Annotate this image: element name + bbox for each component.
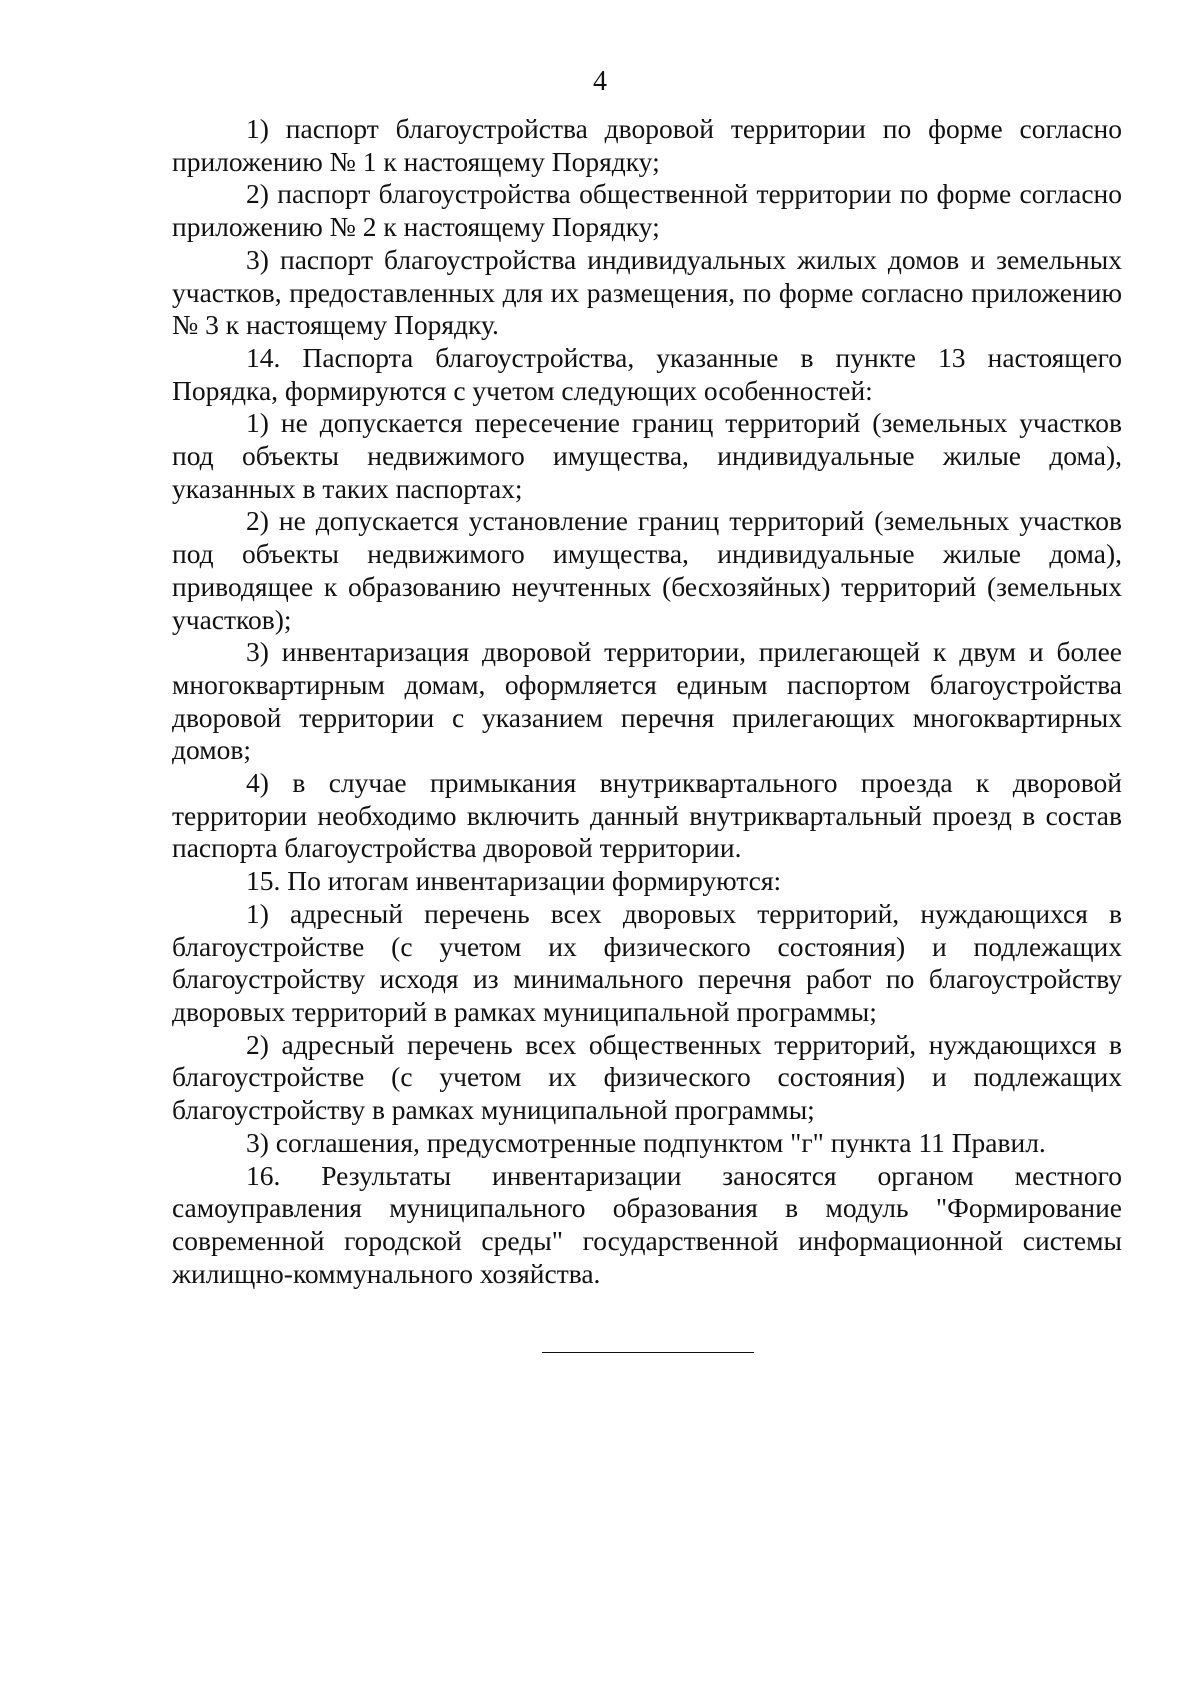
paragraph-item-13-1: 1) паспорт благоустройства дворовой территории по форме согласно приложению № 1 к настоящему Порядку; — [172, 113, 1122, 177]
paragraph-point-16: 16. Результаты инвентаризации заносятся органом местного самоуправления муниципального образования в модуль "Формирование современной городской среды" государственной информационной системы жилищно-коммунального хозяйства. — [172, 1159, 1122, 1289]
paragraph-point-15: 15. По итогам инвентаризации формируются: — [246, 865, 782, 897]
paragraph-item-15-1: 1) адресный перечень всех дворовых территорий, нуждающихся в благоустройстве (с учетом их физического состояния) и подлежащих благоустройству исходя из минимального перечня работ по благоустройству дворовых территорий в рамках муниципальной программы; — [172, 897, 1122, 1027]
paragraph-item-15-3: 3) соглашения, предусмотренные подпунктом "г" пункта 11 Правил. — [246, 1126, 1046, 1158]
paragraph-point-14: 14. Паспорта благоустройства, указанные в пункте 13 настоящего Порядка, формируются с учетом следующих особенностей: — [172, 341, 1122, 406]
paragraph-item-15-2: 2) адресный перечень всех общественных территорий, нуждающихся в благоустройстве (с учетом их физического состояния) и подлежащих благоустройству в рамках муниципальной программы; — [172, 1028, 1122, 1126]
paragraph-item-14-1: 1) не допускается пересечение границ территорий (земельных участков под объекты недвижимого имущества, индивидуальные жилые дома), указанных в таких паспортах; — [172, 407, 1122, 504]
paragraph-item-14-4: 4) в случае примыкания внутриквартального проезда к дворовой территории необходимо включить данный внутриквартальный проезд в состав паспорта благоустройства дворовой территории. — [172, 767, 1122, 864]
page-number: 4 — [593, 66, 607, 97]
end-divider-line — [542, 1352, 754, 1353]
paragraph-item-14-3: 3) инвентаризация дворовой территории, прилегающей к двум и более многоквартирным домам, оформляется единым паспортом благоустройства дворовой территории с указанием перечня прилегающих многоквартирных домов; — [172, 636, 1122, 766]
paragraph-item-14-2: 2) не допускается установление границ территорий (земельных участков под объекты недвижимого имущества, индивидуальные жилые дома), приводящее к образованию неучтенных (бесхозяйных) территорий (земельных участков); — [172, 505, 1122, 635]
paragraph-item-13-3: 3) паспорт благоустройства индивидуальных жилых домов и земельных участков, предоставленных для их размещения, по форме согласно приложению № 3 к настоящему Порядку. — [172, 243, 1122, 341]
document-body — [172, 113, 1122, 1290]
paragraph-item-13-2: 2) паспорт благоустройства общественной территории по форме согласно приложению № 2 к настоящему Порядку; — [172, 178, 1122, 243]
